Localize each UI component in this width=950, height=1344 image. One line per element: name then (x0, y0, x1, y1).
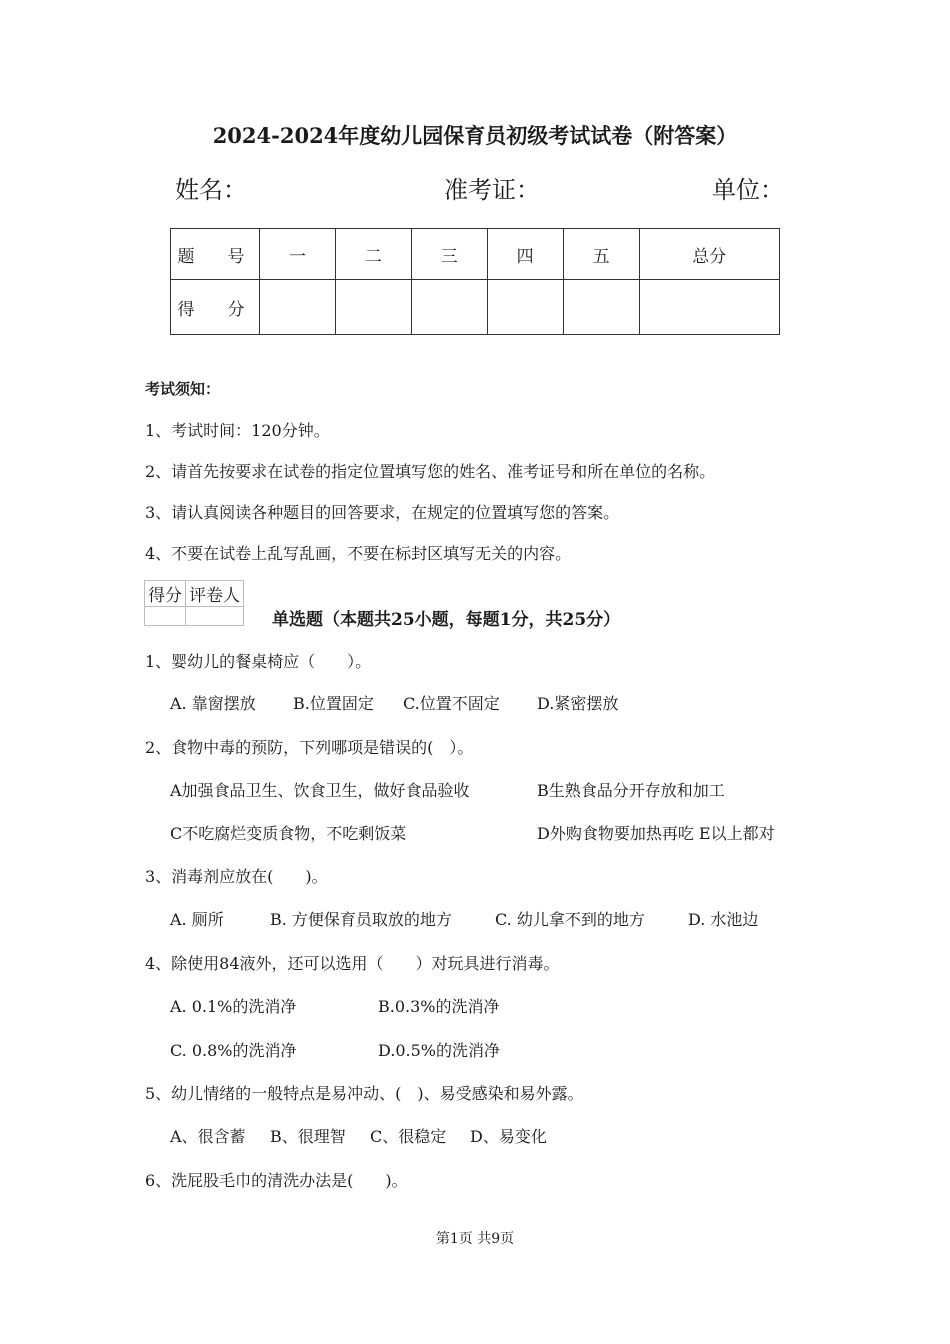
exam-title: 2024-2024年度幼儿园保育员初级考试试卷（附答案） (212, 123, 738, 148)
notice-title: 考试须知： (145, 380, 221, 398)
page-footer: 第1页 共9页 (435, 1231, 515, 1247)
section-title: 单选题（本题共25小题，每题1分，共25分） (272, 610, 621, 630)
question-1-option-b: B.位置固定 (293, 694, 374, 713)
question-3-option-c: C. 幼儿拿不到的地方 (495, 910, 645, 929)
question-1-stem: 1、婴幼儿的餐桌椅应（ ）。 (145, 652, 372, 671)
grader-box (144, 580, 244, 626)
score-cell-2[interactable] (335, 280, 411, 335)
question-3-option-b: B. 方便保育员取放的地方 (270, 910, 452, 929)
question-4-option-a: A. 0.1%的洗消净 (170, 997, 297, 1016)
question-4-option-d: D.0.5%的洗消净 (378, 1041, 500, 1060)
question-2-option-a: A加强食品卫生、饮食卫生，做好食品验收 (170, 781, 470, 800)
score-table-score-row (171, 280, 780, 335)
score-table-header-4: 四 (487, 229, 563, 280)
question-1-option-c: C.位置不固定 (403, 694, 500, 713)
score-cell-total[interactable] (639, 280, 779, 335)
question-1-option-d: D.紧密摆放 (537, 694, 619, 713)
score-table-score-label: 得 分 (171, 280, 260, 335)
score-table-header-2: 二 (335, 229, 411, 280)
question-5-stem: 5、幼儿情绪的一般特点是易冲动、( )、易受感染和易外露。 (145, 1084, 584, 1103)
grader-box-grader-label: 评卷人 (186, 581, 244, 607)
question-4-option-c: C. 0.8%的洗消净 (170, 1041, 297, 1060)
notice-item-3: 3、请认真阅读各种题目的回答要求，在规定的位置填写您的答案。 (145, 503, 620, 522)
question-5-option-b: B、很理智 (270, 1127, 346, 1146)
question-5-option-a: A、很含蓄 (170, 1127, 246, 1146)
score-cell-3[interactable] (411, 280, 487, 335)
exam-id-field-label: 准考证： (444, 176, 540, 204)
name-field-label: 姓名： (175, 176, 247, 204)
score-table-header-row (171, 229, 780, 280)
notice-item-4: 4、不要在试卷上乱写乱画，不要在标封区填写无关的内容。 (145, 544, 572, 563)
question-2-option-c: C不吃腐烂变质食物，不吃剩饭菜 (170, 824, 407, 843)
score-cell-5[interactable] (563, 280, 639, 335)
notice-item-2: 2、请首先按要求在试卷的指定位置填写您的姓名、准考证号和所在单位的名称。 (145, 462, 716, 481)
score-table-header-label: 题 号 (171, 229, 260, 280)
question-3-option-d: D. 水池边 (688, 910, 759, 929)
score-cell-4[interactable] (487, 280, 563, 335)
grader-box-score-label: 得分 (145, 581, 186, 607)
score-table-header-3: 三 (411, 229, 487, 280)
question-3-option-a: A. 厕所 (170, 910, 224, 929)
score-table-header-total: 总分 (639, 229, 779, 280)
question-2-stem: 2、食物中毒的预防，下列哪项是错误的( ）。 (145, 738, 474, 757)
grader-box-grader-cell[interactable] (186, 607, 244, 626)
question-5-option-c: C、很稳定 (370, 1127, 447, 1146)
score-cell-1[interactable] (260, 280, 336, 335)
question-2-option-d: D外购食物要加热再吃 E以上都对 (537, 824, 775, 843)
grader-box-score-cell[interactable] (145, 607, 186, 626)
question-6-stem: 6、洗屁股毛巾的清洗办法是( )。 (145, 1171, 408, 1190)
unit-field-label: 单位： (712, 176, 784, 204)
notice-item-1: 1、考试时间：120分钟。 (145, 421, 330, 440)
question-4-stem: 4、除使用84液外，还可以选用（ ）对玩具进行消毒。 (145, 954, 560, 973)
score-table-header-1: 一 (260, 229, 336, 280)
question-4-option-b: B.0.3%的洗消净 (378, 997, 500, 1016)
question-2-option-b: B生熟食品分开存放和加工 (537, 781, 725, 800)
score-table-header-5: 五 (563, 229, 639, 280)
question-3-stem: 3、消毒剂应放在( )。 (145, 867, 328, 886)
score-table (170, 228, 780, 335)
question-5-option-d: D、易变化 (470, 1127, 547, 1146)
question-1-option-a: A. 靠窗摆放 (170, 694, 256, 713)
